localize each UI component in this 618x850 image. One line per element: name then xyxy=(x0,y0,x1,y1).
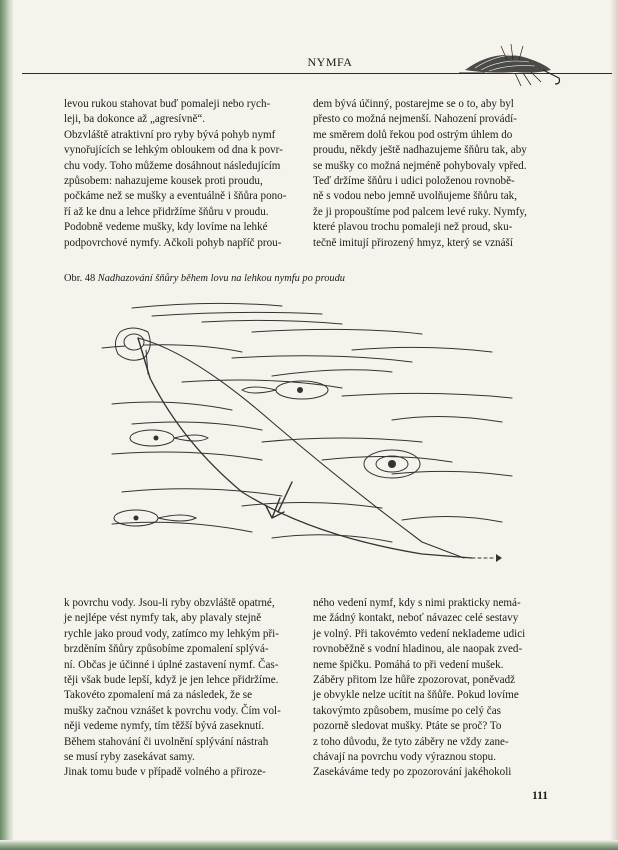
fly-lure-icon xyxy=(455,40,565,92)
bottom-band xyxy=(0,840,618,850)
text-line: ného vedení nymf, kdy s nimi prakticky nemá- xyxy=(313,597,521,609)
text-line: pozorně sledovat mušky. Ptáte se proč? To xyxy=(313,720,502,733)
text-line: brzděním šňůry způsobíme zpomalení splývá- xyxy=(64,643,269,656)
text-line: ní. Občas je účinné i úplné zastavení nymf. Čas- xyxy=(64,658,279,671)
text-line: dem bývá účinný, postarejme se o to, aby byl xyxy=(313,98,514,110)
text-line: se musí ryby zasekávat samy. xyxy=(64,751,195,764)
text-line: k povrchu vody. Jsou-li ryby obzvláště opatrné, xyxy=(64,597,275,609)
text-column-bottom-right xyxy=(313,596,550,781)
figure-caption-text: Nadhazování šňůry během lovu na lehkou nymfu po proudu xyxy=(97,273,346,284)
text-line: ří až ke dnu a lehce přidržíme šňůru v proudu. xyxy=(64,205,269,218)
text-line: vynořujících se lehkým obloukem od dna k povr- xyxy=(64,144,283,157)
text-line: chávají na povrchu vody výraznou stopu. xyxy=(313,751,496,764)
text-line: me žádný kontakt, neboť návazec celé sestavy xyxy=(313,612,519,625)
text-line: přesto co možná nejmenší. Nahození provádí- xyxy=(313,113,517,126)
text-line: je nejlépe vést nymfy tak, aby plavaly stejně xyxy=(64,612,262,625)
text-line: takovýmto způsobem, musíme po celý čas xyxy=(313,704,501,717)
text-line: leji, ba dokonce až „agresívně“. xyxy=(64,113,206,126)
figure-label: Obr. 48 xyxy=(64,273,96,284)
text-line: je volný. Při takovémto vedení neklademe udici xyxy=(313,627,526,640)
page-edge-left xyxy=(0,0,14,850)
text-line: rovnoběžně s vodní hladinou, ale naopak zved- xyxy=(313,643,523,656)
text-line: počkáme než se mušky a eventuálně i šňůra pono- xyxy=(64,190,287,203)
text-line: tečně imitují přirozený hmyz, který se vznáší xyxy=(313,236,513,249)
text-line: Záběry přitom lze hůře zpozorovat, poněvadž xyxy=(313,674,516,687)
text-line: Zasekáváme tedy po zpozorování jakéhokoli xyxy=(313,766,512,779)
text-line: neme špičku. Pomáhá to při vedení mušek. xyxy=(313,658,504,671)
text-line: Během stahování či uvolnění splývání nástrah xyxy=(64,735,269,748)
text-column-top-left xyxy=(64,97,301,251)
text-column-top-right xyxy=(313,97,550,251)
text-line: způsobem: nahazujeme kousek proti proudu, xyxy=(64,175,263,188)
text-line: Teď držíme šňůru i udici položenou rovnobě- xyxy=(313,175,515,188)
text-line: rychle jako proud vody, zatímco my lehkým při- xyxy=(64,627,279,640)
text-line: Jinak tomu bude v případě volného a přiroze- xyxy=(64,766,266,779)
text-line: Obzvláště atraktivní pro ryby bývá pohyb nymf xyxy=(64,128,276,141)
text-line: podpovrchové nymfy. Ačkoli pohyb napříč prou- xyxy=(64,236,282,249)
text-line: z toho důvodu, že tyto záběry ne vždy zane- xyxy=(313,735,509,748)
text-line: ně s vodou nebo jemně uvolňujeme šňůru tak, xyxy=(313,190,517,203)
running-title: NYMFA xyxy=(307,55,353,69)
angler-in-stream-drawing xyxy=(92,292,532,582)
text-line: je obvykle nelze ucítit na šňůře. Pokud lovíme xyxy=(313,689,519,702)
text-line: me směrem dolů řekou pod ostrým úhlem do xyxy=(313,128,513,141)
text-column-bottom-left xyxy=(64,596,301,781)
text-line: chu vody. Toho můžeme dosáhnout následujícím xyxy=(64,159,281,172)
text-line: Takovéto zpomalení má za následek, že se xyxy=(64,689,253,702)
page-number: 111 xyxy=(532,790,548,802)
text-line: proudu, někdy ještě nadhazujeme šňůru tak, aby xyxy=(313,144,527,157)
text-line: že ji propouštíme pod palcem levé ruky. Nymfy, xyxy=(313,205,527,218)
text-line: něji vedeme nymfy, tím těžší bývá zaseknutí. xyxy=(64,720,265,733)
text-line: mušky začnou vznášet k povrchu vody. Čím vol- xyxy=(64,704,281,717)
text-line: levou rukou stahovat buď pomaleji nebo rych- xyxy=(64,98,271,110)
text-line: které plavou trochu pomaleji než proud, sku- xyxy=(313,221,513,234)
page-edge-right xyxy=(610,0,618,850)
text-line: Podobně vedeme mušky, kdy lovíme na lehké xyxy=(64,221,268,234)
text-line: těji však bude lepší, když je jen lehce přidržíme. xyxy=(64,674,279,687)
figure-caption xyxy=(64,272,544,286)
text-line: se mušky co možná nejméně pohybovaly vpřed. xyxy=(313,159,527,172)
